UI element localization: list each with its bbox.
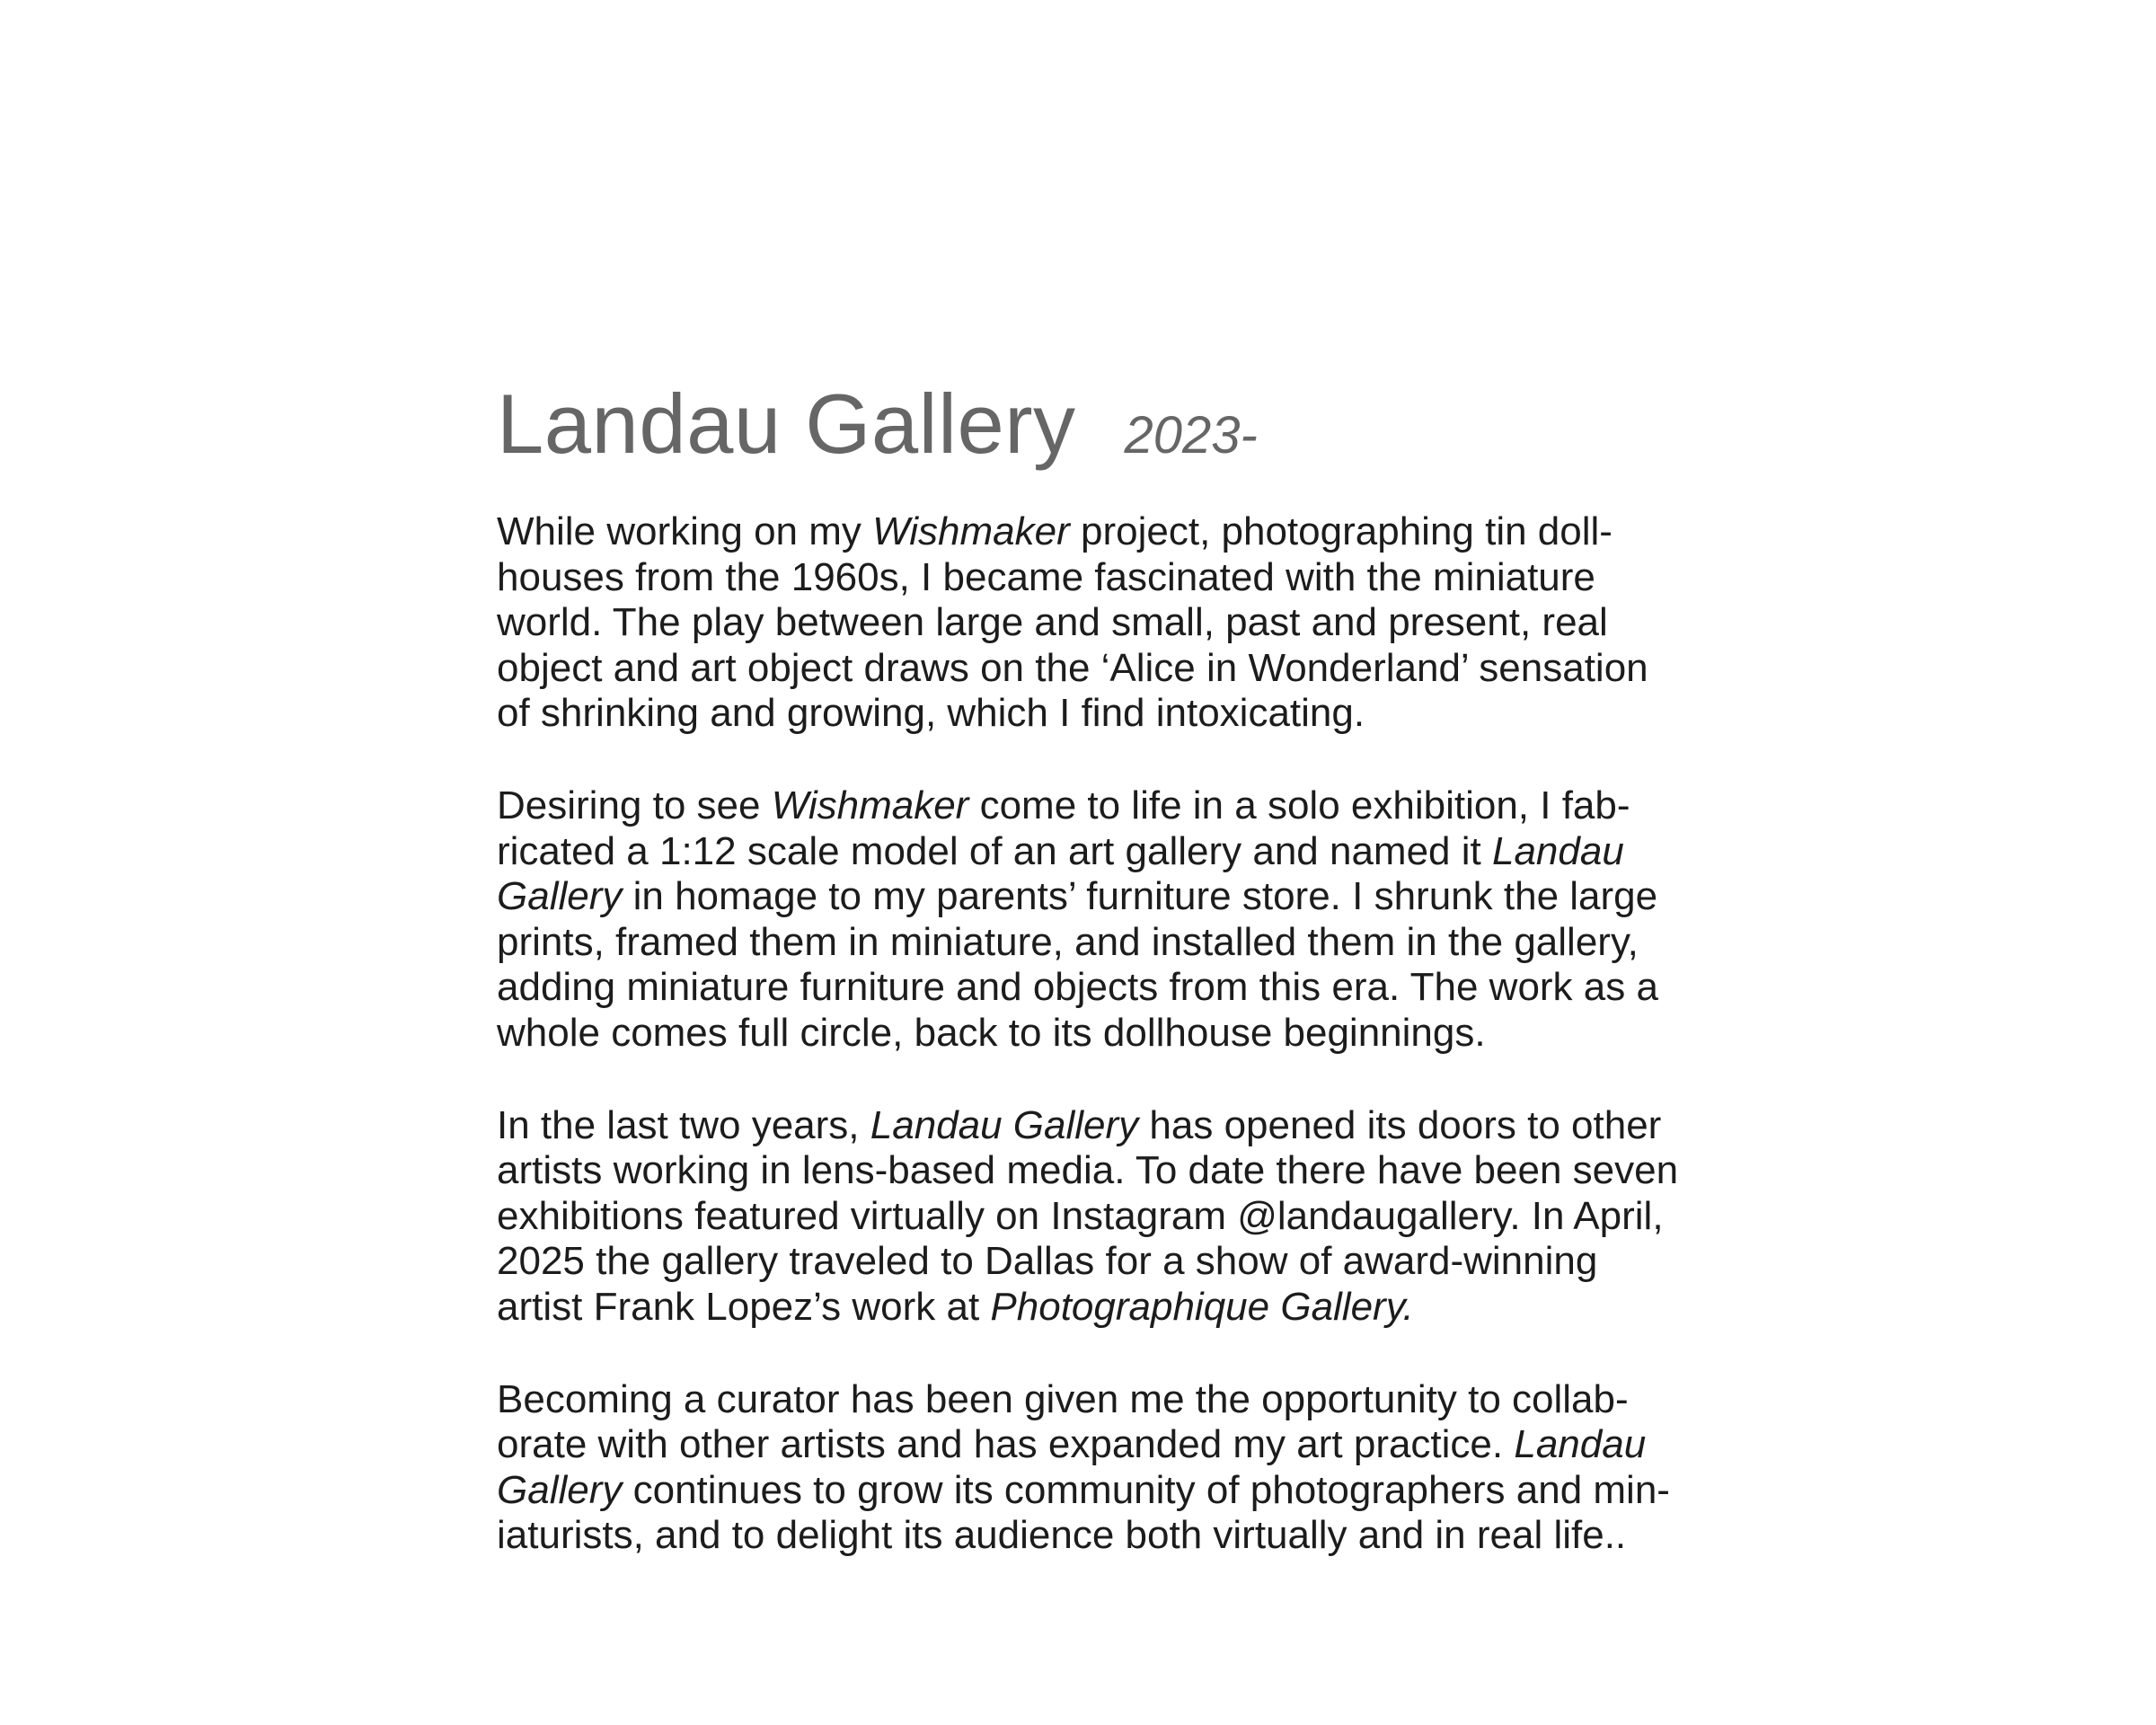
heading — [497, 376, 1808, 471]
text-line — [497, 555, 1808, 601]
text-line — [497, 1239, 1808, 1285]
text-line — [497, 1103, 1808, 1149]
text-segment: 2025 the gallery traveled to Dallas for a show of award-winning — [497, 1239, 1598, 1284]
text-line — [497, 646, 1808, 692]
text-line — [497, 1194, 1808, 1240]
text-segment: exhibitions featured virtually on Instagram @landaugallery. In April, — [497, 1193, 1664, 1238]
text-segment: artists working in lens-based media. To date there have been seven — [497, 1148, 1679, 1193]
italic-title: Gallery — [497, 874, 623, 919]
text-line — [497, 783, 1808, 829]
text-line — [497, 509, 1808, 555]
document-body — [497, 376, 1808, 1606]
italic-title: Wishmaker — [771, 783, 969, 827]
text-line — [497, 600, 1808, 646]
text-segment: in homage to my parents’ furniture store. I shrunk the large — [622, 874, 1658, 919]
text-segment: project, photographing tin doll- — [1069, 509, 1613, 553]
text-line — [497, 1468, 1808, 1514]
text-segment: Becoming a curator has been given me the opportunity to collab- — [497, 1376, 1629, 1421]
text-line — [497, 1513, 1808, 1559]
text-segment: has opened its doors to other — [1138, 1102, 1662, 1147]
paragraph — [497, 1103, 1808, 1331]
text-line — [497, 1422, 1808, 1468]
text-segment: of shrinking and growing, which I find intoxicating. — [497, 691, 1365, 736]
text-line — [497, 1285, 1808, 1331]
text-segment: houses from the 1960s, I became fascinated with the miniature — [497, 554, 1595, 599]
italic-title: Gallery — [497, 1467, 623, 1512]
text-segment: whole comes full circle, back to its dollhouse beginnings. — [497, 1010, 1486, 1055]
text-segment: continues to grow its community of photographers and min- — [622, 1467, 1670, 1512]
text-line — [497, 965, 1808, 1011]
text-line — [497, 691, 1808, 737]
paragraph — [497, 783, 1808, 1057]
paragraph — [497, 1377, 1808, 1559]
text-segment: In the last two years, — [497, 1102, 870, 1147]
italic-title: Landau — [1514, 1422, 1647, 1467]
text-segment: come to life in a solo exhibition, I fab- — [968, 783, 1630, 827]
italic-title: Wishmaker — [872, 509, 1070, 553]
text-line — [497, 1377, 1808, 1423]
text-segment: While working on my — [497, 509, 873, 553]
text-segment: object and art object draws on the ‘Alice in Wonderland’ sensation — [497, 645, 1648, 690]
paragraphs — [497, 509, 1808, 1559]
text-segment: adding miniature furniture and objects from this era. The work as a — [497, 965, 1658, 1010]
text-segment: Desiring to see — [497, 783, 772, 827]
text-line — [497, 829, 1808, 875]
italic-title: Photographique Gallery. — [990, 1284, 1414, 1329]
page-title: Landau Gallery — [497, 376, 1076, 471]
italic-title: Landau — [1491, 828, 1624, 873]
text-segment: world. The play between large and small, past and present, real — [497, 600, 1608, 645]
text-line — [497, 1148, 1808, 1194]
text-line — [497, 874, 1808, 920]
text-segment: artist Frank Lopez’s work at — [497, 1284, 991, 1329]
text-segment: prints, framed them in miniature, and installed them in the gallery, — [497, 919, 1639, 964]
text-segment: iaturists, and to delight its audience both virtually and in real life.. — [497, 1513, 1627, 1558]
text-segment: ricated a 1:12 scale model of an art gallery and named it — [497, 828, 1492, 873]
year-label: 2023- — [1124, 406, 1258, 464]
text-line — [497, 1011, 1808, 1057]
text-segment: orate with other artists and has expanded my art practice. — [497, 1422, 1515, 1467]
text-line — [497, 920, 1808, 966]
paragraph — [497, 509, 1808, 737]
italic-title: Landau Gallery — [870, 1102, 1139, 1147]
